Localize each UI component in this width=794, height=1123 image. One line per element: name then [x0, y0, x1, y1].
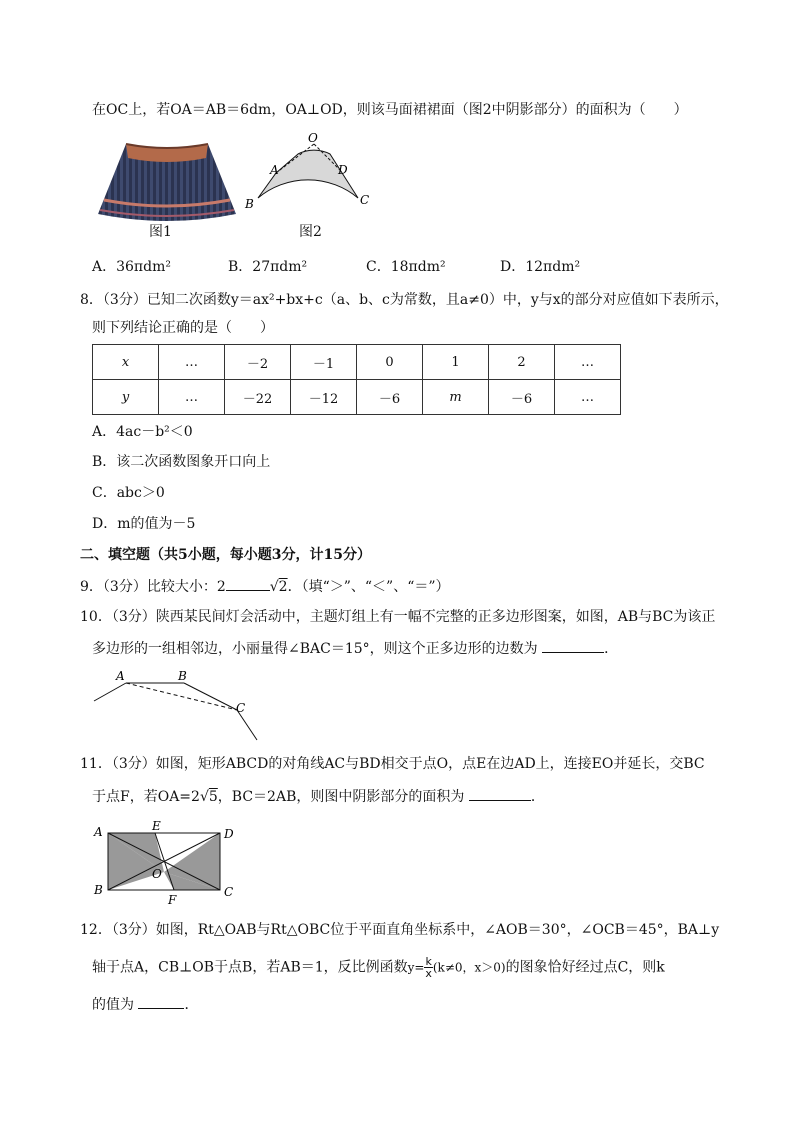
q7-text: 在OC上，若OA＝AB＝6dm，OA⊥OD，则该马面裙裙面（图2中阴影部分）的面积为（ ） — [92, 102, 688, 118]
point-A: A — [116, 669, 125, 683]
fig1-caption: 图1 — [149, 224, 172, 240]
q10-line2 — [92, 638, 618, 659]
q12-line3 — [92, 994, 198, 1015]
point-D: D — [224, 827, 234, 841]
answer-blank[interactable] — [542, 638, 604, 653]
point-B: B — [94, 883, 103, 897]
q10-line1: 10．（3分）陕西某民间灯会活动中，主题灯组上有一幅不完整的正多边形图案，如图，AB与BC为该正 — [80, 609, 716, 625]
table-cell: －12 — [291, 380, 357, 415]
table-cell: 0 — [357, 345, 423, 380]
q8-line2: 则下列结论正确的是（ ） — [92, 320, 274, 336]
q8-option-a: A．4ac－b²＜0 — [92, 424, 193, 440]
table-row — [93, 345, 621, 380]
q12-line2-pre: 轴于点A，CB⊥OB于点B，若AB＝1，反比例函数 — [92, 959, 408, 976]
q11-period: ． — [530, 789, 545, 805]
table-cell: … — [159, 380, 225, 415]
q9-sqrt-value: 2 — [278, 579, 288, 595]
q12-period: ． — [184, 997, 199, 1013]
point-O: O — [308, 131, 318, 145]
fraction-numerator: k — [425, 955, 432, 968]
q12-line1: 12．（3分）如图，Rt△OAB与Rt△OBC位于平面直角坐标系中，∠AOB＝30°，∠OCB＝45°，BA⊥y — [80, 922, 720, 938]
rectangle-figure — [90, 818, 240, 908]
q11-line1: 11．（3分）如图，矩形ABCD的对角线AC与BD相交于点O，点E在边AD上，连接EO并延长，交BC — [80, 756, 705, 772]
q7-option-d: D．12πdm² — [500, 259, 581, 275]
q9-pre: 9．（3分）比较大小：2 — [80, 579, 226, 595]
point-C: C — [224, 885, 234, 899]
table-cell: y — [93, 380, 159, 415]
q12-line2-post: 的图象恰好经过点C，则k — [505, 959, 665, 976]
point-C: C — [360, 193, 370, 207]
q11-line2-post: ，BC＝2AB，则图中阴影部分的面积为 — [217, 789, 465, 805]
point-D: D — [338, 163, 348, 177]
q8-option-d: D．m的值为－5 — [92, 516, 196, 532]
table-cell: … — [555, 380, 621, 415]
table-cell: … — [555, 345, 621, 380]
table-cell: －22 — [225, 380, 291, 415]
sqrt-symbol: √ — [269, 579, 279, 595]
q12-frac-lhs: y= — [407, 960, 425, 975]
q8-line1: 8．（3分）已知二次函数y＝ax²+bx+c（a、b、c为常数，且a≠0）中，y与x的部分对应值如下表所示， — [80, 292, 729, 308]
q12-condition: (k≠0，x＞0) — [432, 960, 506, 975]
q7-option-b: B．27πdm² — [228, 259, 308, 275]
answer-blank[interactable] — [138, 994, 184, 1009]
q11-line2 — [92, 786, 545, 807]
answer-blank[interactable] — [226, 576, 270, 591]
xy-value-table — [92, 344, 621, 415]
point-A: A — [94, 825, 103, 839]
section-heading: 二、填空题（共5小题，每小题3分，计15分） — [80, 547, 371, 563]
answer-blank[interactable] — [469, 786, 531, 801]
q8-option-b: B．该二次函数图象开口向上 — [92, 454, 271, 470]
point-C: C — [236, 701, 246, 715]
q9-text — [80, 576, 450, 597]
table-cell: x — [93, 345, 159, 380]
q9-post: ．（填“＞”、“＜”、“＝”） — [287, 579, 450, 595]
point-A: A — [270, 163, 279, 177]
sqrt-symbol: √ — [199, 789, 209, 805]
table-cell: m — [423, 380, 489, 415]
fraction — [424, 956, 432, 979]
table-cell: 2 — [489, 345, 555, 380]
table-cell: … — [159, 345, 225, 380]
q7-option-c: C．18πdm² — [366, 259, 446, 275]
polygon-figure — [92, 668, 272, 743]
q12-line2 — [92, 956, 665, 979]
q10-period: ． — [604, 641, 619, 657]
table-row — [93, 380, 621, 415]
table-cell: 1 — [423, 345, 489, 380]
q10-line2-text: 多边形的一组相邻边，小丽量得∠BAC＝15°，则这个正多边形的边数为 — [92, 641, 538, 657]
table-cell: －2 — [225, 345, 291, 380]
q7-option-a: A．36πdm² — [92, 259, 171, 275]
q11-line2-pre: 于点F，若OA=2 — [92, 789, 200, 805]
table-cell: －6 — [357, 380, 423, 415]
fraction-denominator: x — [425, 967, 432, 980]
q12-line3-text: 的值为 — [92, 997, 134, 1013]
fig2-caption: 图2 — [299, 224, 322, 240]
point-E: E — [152, 819, 161, 833]
q11-sqrt-value: 5 — [208, 789, 218, 805]
table-cell: －6 — [489, 380, 555, 415]
q8-option-c: C．abc＞0 — [92, 485, 165, 501]
point-B: B — [245, 197, 254, 211]
point-B: B — [178, 669, 187, 683]
point-O: O — [152, 867, 162, 881]
table-cell: －1 — [291, 345, 357, 380]
point-F: F — [168, 893, 177, 907]
sector-figure — [240, 128, 380, 228]
skirt-photo-figure — [96, 138, 238, 223]
